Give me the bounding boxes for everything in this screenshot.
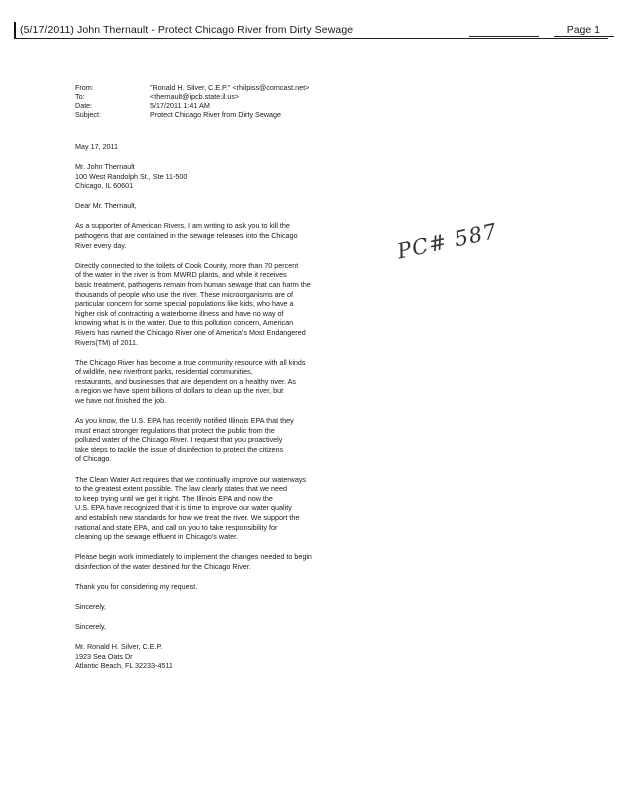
letter-paragraph [75,602,325,612]
meta-value: "Ronald H. Silver, C.E.P." <rhilpiss@comcast.net> [150,83,310,92]
meta-key: Date: [75,101,93,111]
letter-paragraph [75,475,325,542]
paragraph-line: River every day. [75,240,127,250]
letter-paragraph [75,358,325,406]
address-line: 100 West Randolph St., Ste 11-500 [75,171,188,181]
paragraph-line: a region we have spent billions of dollars to clean up the river, but [75,386,284,396]
paragraph-line: higher risk of contracting a waterborne illness and have no way of [75,308,284,318]
header-bar [14,22,16,38]
meta-value: <thernault@ipcb.state.il.us> [150,92,240,102]
meta-value: 5/17/2011 1:41 AM [150,101,210,111]
paragraph-line: to keep trying until we get it right. The Illinois EPA and now the [75,493,273,503]
letter-paragraph [75,221,325,250]
letter-address [75,162,325,191]
paragraph-line: cleaning up the sewage effluent in Chicago's water. [75,532,239,542]
paragraph-line: Rivers has named the Chicago River one of America's Most Endangered [75,327,306,337]
paragraph-line: The Clean Water Act requires that we continually improve our waterways [75,474,307,484]
paragraph-line: thousands of people who use the river. These microorganisms are of [75,289,294,299]
letter-paragraph [75,622,325,632]
header-blank-line [469,36,539,37]
handwritten-stamp: PC# 587 [395,218,500,264]
paragraph-line: Mr. Ronald H. Silver, C.E.P. [75,642,163,652]
paragraph-line: Sincerely, [75,622,107,632]
paragraph-line: Directly connected to the toilets of Cook County, more than 70 percent [75,260,299,270]
letter-date: May 17, 2011 [75,142,119,151]
paragraph-line: Atlantic Beach, FL 32233-4511 [75,661,173,671]
paragraph-line: knowing what is in the water. Due to this pollution concern, American [75,318,294,328]
paragraph-line: Sincerely, [75,601,107,611]
meta-key: Subject: [75,110,101,120]
paragraph-line: particular concern for some special populations like kids, who have a [75,299,294,309]
paragraph-line: and establish new standards for how we treat the river. We support the [75,512,300,522]
paragraph-line: As you know, the U.S. EPA has recently notified Illinois EPA that they [75,416,294,426]
address-line: Mr. John Thernault [75,162,135,172]
paragraph-line: polluted water of the Chicago River. I request that you proactively [75,435,283,445]
paragraph-line: must enact stronger regulations that protect the public from the [75,425,275,435]
header-blank-line [554,36,614,37]
paragraph-line: we have not finished the job. [75,395,167,405]
paragraph-line: Thank you for considering my request. [75,581,198,591]
page-number: Page 1 [566,24,600,36]
paragraph-line: 1923 Sea Oats Dr [75,651,133,661]
paragraph-line: to the greatest extent possible. The law clearly states that we need [75,484,288,494]
paragraph-line: disinfection of the water destined for the Chicago River. [75,561,251,571]
paragraph-line: The Chicago River has become a true community resource with all kinds [75,357,306,367]
paragraph-line: restaurants, and businesses that are dependent on a healthy river. As [75,376,296,386]
paragraph-line: of Chicago. [75,454,112,464]
meta-key: From: [75,83,94,92]
letter-paragraphs [75,221,325,670]
paragraph-line: pathogens that are contained in the sewage releases into the Chicago [75,231,298,241]
paragraph-line: As a supporter of American Rivers, I am writing to ask you to kill the [75,221,290,231]
letter-paragraph [75,552,325,571]
paragraph-line: national and state EPA, and call on you to take responsibility for [75,522,278,532]
letter-salutation: Dear Mr. Thernault, [75,201,137,211]
header-title: (5/17/2011) John Thernault - Protect Chicago River from Dirty Sewage [20,24,354,36]
letter-paragraph [75,642,325,671]
paragraph-line: Please begin work immediately to implement the changes needed to begin [75,552,312,562]
meta-key: To: [75,92,85,102]
paragraph-line: take steps to tackle the issue of disinfection to protect the citizens [75,444,284,454]
paragraph-line: Rivers(TM) of 2011. [75,337,138,347]
document-header [14,22,608,40]
header-rule [14,38,608,39]
paragraph-line: of the water in the river is from MWRD plants, and while it receives [75,270,287,280]
letter-paragraph [75,582,325,592]
address-line: Chicago, IL 60601 [75,181,134,191]
paragraph-line: basic treatment, pathogens remain from human sewage that can harm the [75,279,311,289]
letter-paragraph [75,261,325,347]
paragraph-line: U.S. EPA have recognized that it is time to improve our water quality [75,503,292,513]
letter-paragraph [75,416,325,464]
paragraph-line: of wildlife, new riverfront parks, residential communities, [75,367,253,377]
letter-body [75,142,325,681]
meta-value: Protect Chicago River from Dirty Sewage [150,110,282,120]
